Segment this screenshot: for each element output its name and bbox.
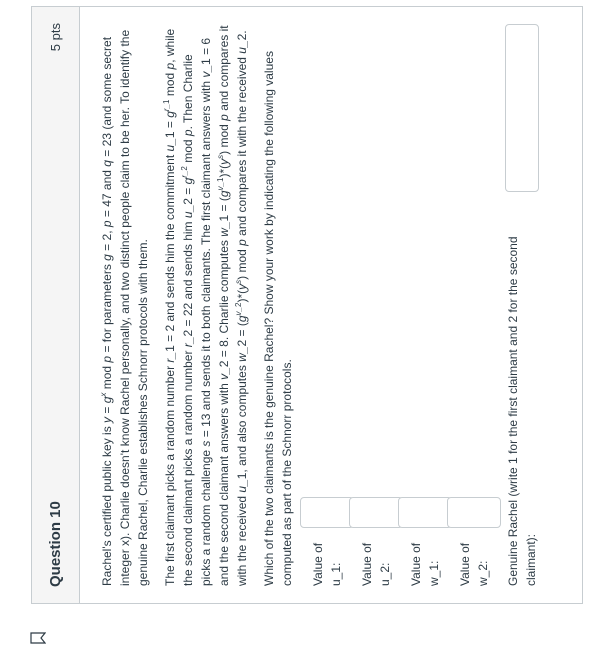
question-body [80, 7, 540, 603]
genuine-rachel-row [504, 24, 540, 586]
field-u2-row [354, 24, 398, 586]
question-header [32, 7, 80, 603]
field-u1-label: Value of u_1: [311, 542, 343, 586]
question-points: 5 pts [48, 23, 63, 52]
question-paragraph-2: The first claimant picks a random number r_1 = 2 and sends him the commitment u_1 = $g^{r\_1}$ mod p, while the second claimant picks a random number r_2 = 22 and sends him u_2 = $g^{r\_2}$ mod p. Then Charlie picks a random challenge s = 13 and sends it to both claimants. The first claimant answers with v_1 = 6 and the second claimant answers with v_2 = 8. Charlie computes w_1 = $(g^{v\_1})*(y^s)$ mod p and compares it with the received u_1, and also computes w_2 = $(g^{v\_2})*(y^s)$ mod p and compares it with the received u_2. [162, 25, 249, 586]
genuine-rachel-input[interactable] [505, 24, 539, 192]
question-paragraph-1: Rachel's certified public key is $y = g^x$ mod p = for parameters g = 2, p = 47 and q = 23 (and some secret integer x). Charlie doesn't know Rachel personally, and two distinct people claim to be her. To identify the genuine Rachel, Charlie establishes Schnorr protocols with them. [99, 29, 150, 586]
bookmark-flag-icon[interactable] [30, 632, 46, 644]
field-u2-label: Value of u_2: [360, 542, 392, 586]
field-w2-row [452, 24, 496, 586]
question-card [31, 6, 583, 604]
genuine-rachel-label: Genuine Rachel (write 1 for the first claimant and 2 for the second claimant): [506, 236, 538, 586]
question-title: Question 10 [47, 501, 64, 587]
field-w2-label: Value of w_2: [458, 542, 490, 586]
field-w1-row [403, 24, 447, 586]
field-u2-input[interactable] [349, 497, 403, 528]
field-w2-input[interactable] [447, 497, 501, 528]
field-w1-input[interactable] [398, 497, 452, 528]
field-u1-row [305, 24, 349, 586]
field-u1-input[interactable] [300, 497, 354, 528]
question-paragraph-3: Which of the two claimants is the genuine Rachel? Show your work by indicating the following values computed as part of the Schnorr protocols. [262, 51, 294, 586]
field-w1-label: Value of w_1: [409, 542, 441, 586]
